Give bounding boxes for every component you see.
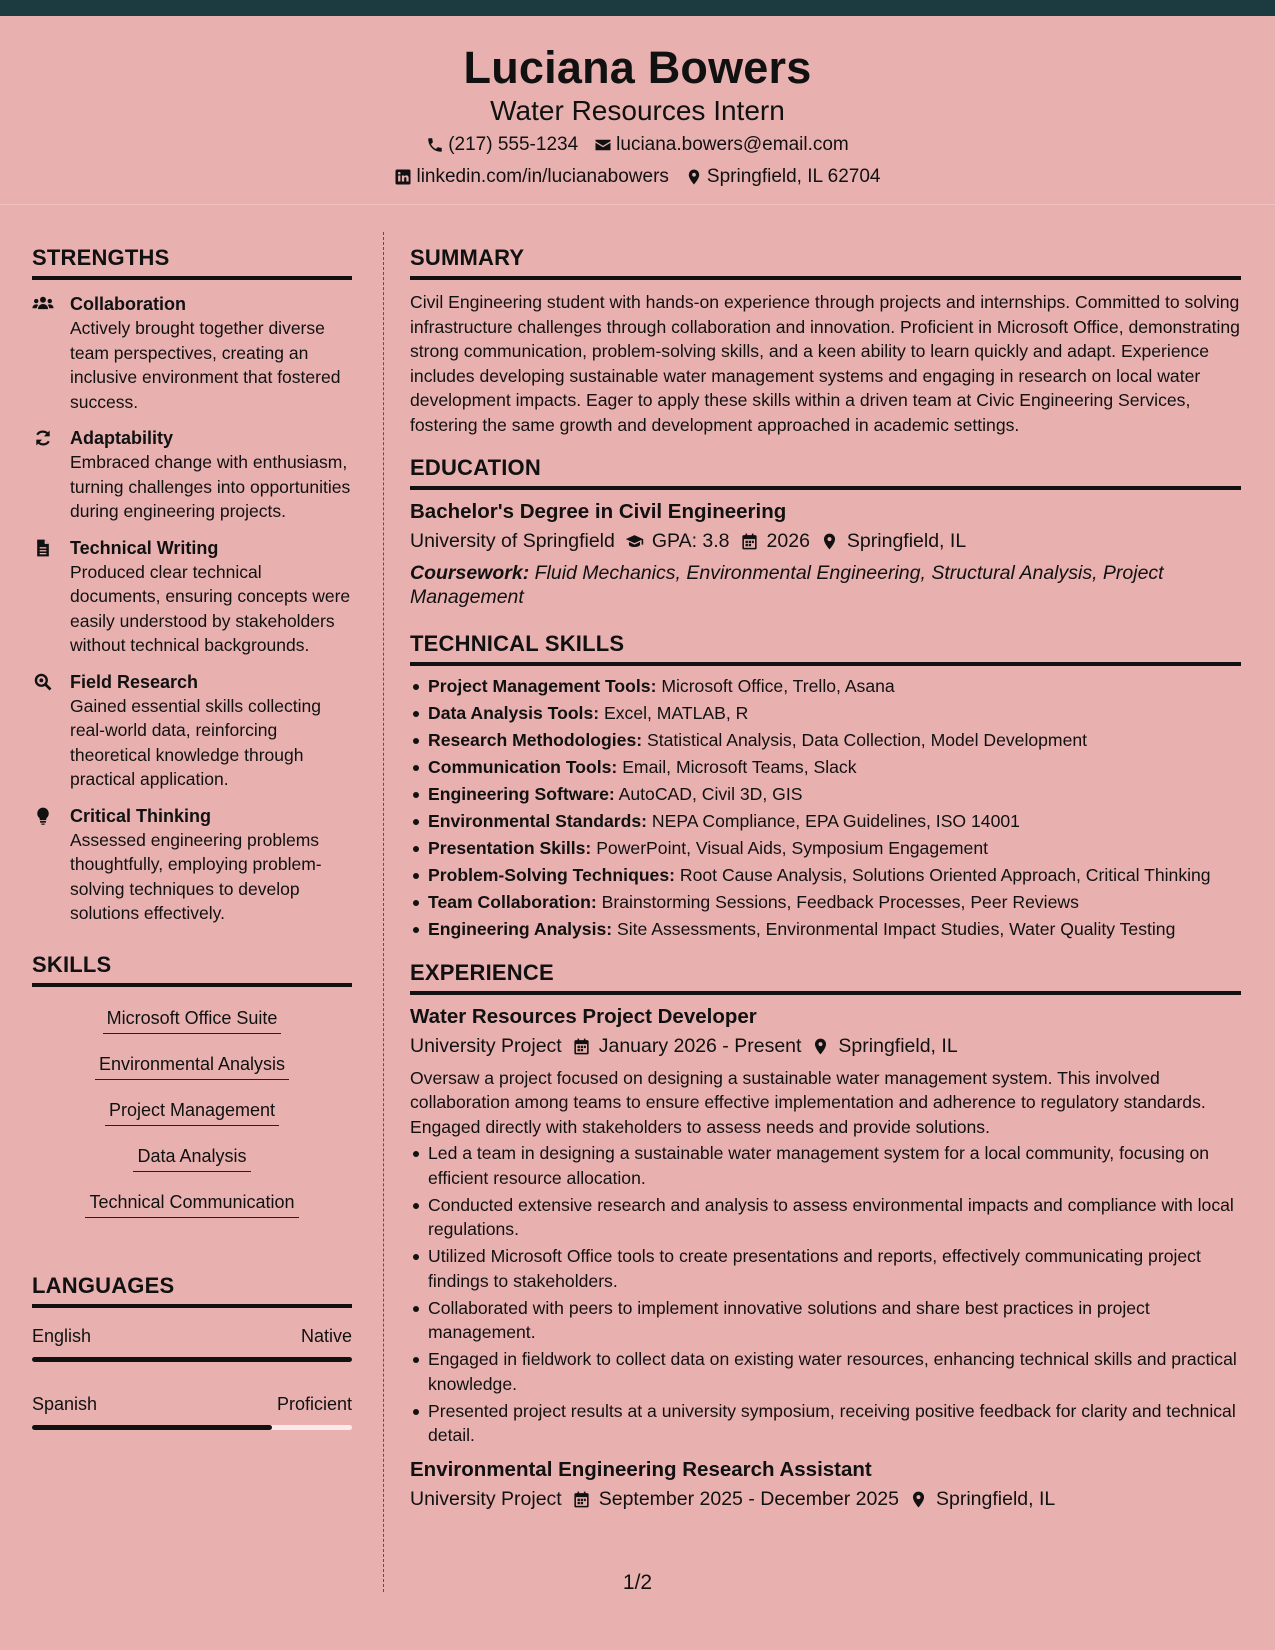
summary-heading: SUMMARY	[410, 245, 1241, 280]
experience-entry	[410, 1458, 1241, 1511]
language-bar	[32, 1357, 352, 1362]
language-level: Proficient	[276, 1393, 352, 1414]
linkedin-icon	[394, 168, 412, 186]
map-pin-icon	[820, 532, 839, 551]
strength-desc: Embraced change with enthusiasm, turning challenges into opportunities during engineering projects.	[70, 452, 351, 521]
contact-row-1	[0, 134, 1275, 156]
job-bullets	[410, 1141, 1241, 1448]
job-description: Oversaw a project focused on designing a sustainable water management system. This involved collaboration among teams to ensure effective implementation and adherence to regulatory standards. Engaged directly with stakeholders to assess needs and provide solutions.	[410, 1067, 1206, 1137]
email-contact[interactable]	[594, 134, 849, 156]
strength-desc: Produced clear technical documents, ensuring concepts were easily understood by stakeholders without technical backgrounds.	[70, 561, 351, 655]
job-location: Springfield, IL	[838, 1034, 958, 1057]
calendar-icon	[740, 532, 759, 551]
list-item: Utilized Microsoft Office tools to create presentations and reports, effectively communicating project findings to stakeholders.	[410, 1244, 1241, 1293]
job-title: Environmental Engineering Research Assistant	[410, 1457, 872, 1481]
strength-desc: Actively brought together diverse team perspectives, creating an inclusive environment that fostered success.	[70, 318, 341, 412]
list-item: Presented project results at a university symposium, receiving positive feedback for clarity and technical detail.	[410, 1399, 1241, 1448]
school-name: University of Springfield	[410, 530, 615, 552]
language-level: Native	[300, 1325, 352, 1346]
list-item: Conducted extensive research and analysis to assess environmental impacts and compliance with local regulations.	[410, 1193, 1241, 1242]
skills-list	[32, 995, 352, 1225]
language-bar	[32, 1425, 352, 1430]
experience-heading: EXPERIENCE	[410, 960, 1241, 995]
list-item: Engaged in fieldwork to collect data on existing water resources, enhancing technical skills and practical knowledge.	[410, 1347, 1241, 1396]
phone-contact[interactable]	[426, 134, 578, 156]
list-item: Team Collaboration: Brainstorming Sessions, Feedback Processes, Peer Reviews	[410, 890, 1241, 915]
coursework-list: Fluid Mechanics, Environmental Engineering, Structural Analysis, Project Management	[410, 562, 1164, 608]
job-org: University Project	[410, 1034, 562, 1057]
map-pin-icon	[685, 168, 703, 186]
map-pin-icon	[909, 1490, 928, 1509]
list-item: Presentation Skills: PowerPoint, Visual Aids, Symposium Engagement	[410, 836, 1241, 861]
skill-tag: Microsoft Office Suite	[103, 1002, 282, 1034]
gpa: GPA: 3.8	[651, 530, 730, 552]
linkedin-text: linkedin.com/in/lucianabowers	[416, 166, 669, 187]
job-dates: September 2025 - December 2025	[598, 1487, 899, 1510]
language-name: English	[32, 1325, 92, 1346]
summary-text: Civil Engineering student with hands-on experience through projects and internships. Committed to solving infrastructure challenges through collaboration and innovation. Proficient in Microsoft Office, demonstrating strong communication, problem-solving skills, and a keen ability to learn quickly and adapt. Experience includes developing sustainable water management systems and engaging in research on local water development impacts. Eager to apply these skills within a driven team at Civic Engineering Services, fostering the same growth and development approached in academic settings.	[410, 292, 1240, 435]
column-divider	[383, 232, 384, 1592]
job-meta	[410, 1488, 1241, 1511]
phone-icon	[426, 136, 444, 154]
left-column	[32, 245, 352, 1430]
language-name: Spanish	[32, 1393, 98, 1414]
graduation-cap-icon	[625, 532, 644, 551]
skill-tag: Data Analysis	[133, 1140, 250, 1172]
contact-row-2	[0, 166, 1275, 188]
top-bar	[0, 0, 1275, 16]
list-item: Collaborated with peers to implement innovative solutions and share best practices in project management.	[410, 1296, 1241, 1345]
strength-desc: Gained essential skills collecting real-world data, reinforcing theoretical knowledge through practical application.	[70, 695, 321, 789]
resume-header	[0, 16, 1275, 205]
skills-heading: SKILLS	[32, 952, 352, 987]
list-item: Problem-Solving Techniques: Root Cause Analysis, Solutions Oriented Approach, Critical Thinking	[410, 863, 1241, 888]
list-item: Data Analysis Tools: Excel, MATLAB, R	[410, 701, 1241, 726]
degree-title: Bachelor's Degree in Civil Engineering	[410, 500, 787, 523]
linkedin-contact[interactable]	[394, 166, 668, 188]
skill-tag: Environmental Analysis	[95, 1048, 289, 1080]
map-pin-icon	[811, 1037, 830, 1056]
language-item	[32, 1326, 352, 1362]
strength-desc: Assessed engineering problems thoughtfully, employing problem-solving techniques to develop solutions effectively.	[70, 829, 322, 923]
job-dates: January 2026 - Present	[598, 1034, 802, 1057]
strength-item	[32, 804, 352, 926]
list-item: Engineering Analysis: Site Assessments, Environmental Impact Studies, Water Quality Testing	[410, 917, 1241, 942]
language-bar-fill	[32, 1357, 352, 1362]
list-item: Project Management Tools: Microsoft Office, Trello, Asana	[410, 674, 1241, 699]
list-item: Engineering Software: AutoCAD, Civil 3D, GIS	[410, 782, 1241, 807]
search-icon	[32, 672, 54, 692]
strength-title: Field Research	[70, 671, 199, 692]
education-heading: EDUCATION	[410, 455, 1241, 490]
candidate-name: Luciana Bowers	[463, 42, 812, 93]
job-org: University Project	[410, 1487, 562, 1510]
skill-tag: Project Management	[105, 1094, 279, 1126]
job-meta	[410, 1035, 1241, 1058]
location-contact	[685, 166, 881, 188]
grad-year: 2026	[766, 530, 810, 552]
strengths-heading: STRENGTHS	[32, 245, 352, 280]
language-item	[32, 1394, 352, 1430]
list-item: Environmental Standards: NEPA Compliance, EPA Guidelines, ISO 14001	[410, 809, 1241, 834]
strength-item	[32, 292, 352, 414]
refresh-icon	[32, 428, 54, 448]
coursework-label: Coursework:	[410, 562, 530, 584]
language-bar-fill	[32, 1425, 272, 1430]
technical-skills-heading: TECHNICAL SKILLS	[410, 631, 1241, 666]
job-title: Water Resources Project Developer	[410, 1004, 757, 1028]
education-meta	[410, 530, 1241, 553]
strength-title: Technical Writing	[70, 537, 219, 558]
location-text: Springfield, IL 62704	[706, 166, 881, 187]
strength-title: Collaboration	[70, 294, 186, 314]
candidate-title: Water Resources Intern	[490, 95, 785, 126]
strength-item	[32, 426, 352, 524]
strength-title: Critical Thinking	[70, 805, 212, 826]
list-item: Led a team in designing a sustainable water management system for a local community, focusing on efficient resource allocation.	[410, 1141, 1241, 1190]
strength-title: Adaptability	[70, 428, 174, 448]
languages-heading: LANGUAGES	[32, 1273, 352, 1308]
strength-item	[32, 670, 352, 792]
email-text: luciana.bowers@email.com	[616, 134, 849, 155]
technical-skills-list	[410, 674, 1241, 942]
job-location: Springfield, IL	[935, 1487, 1056, 1510]
calendar-icon	[572, 1037, 591, 1056]
experience-entry	[410, 1005, 1241, 1448]
calendar-icon	[572, 1490, 591, 1509]
phone-text: (217) 555-1234	[448, 134, 579, 155]
users-icon	[32, 294, 54, 314]
document-icon	[32, 538, 54, 558]
envelope-icon	[594, 136, 612, 154]
strength-item	[32, 536, 352, 658]
skill-tag: Technical Communication	[85, 1186, 298, 1218]
school-location: Springfield, IL	[846, 530, 967, 552]
list-item: Communication Tools: Email, Microsoft Teams, Slack	[410, 755, 1241, 780]
list-item: Research Methodologies: Statistical Analysis, Data Collection, Model Development	[410, 728, 1241, 753]
right-column	[410, 245, 1241, 1511]
coursework	[410, 561, 1241, 609]
lightbulb-icon	[32, 806, 54, 826]
page-number: 1/2	[622, 1571, 653, 1594]
